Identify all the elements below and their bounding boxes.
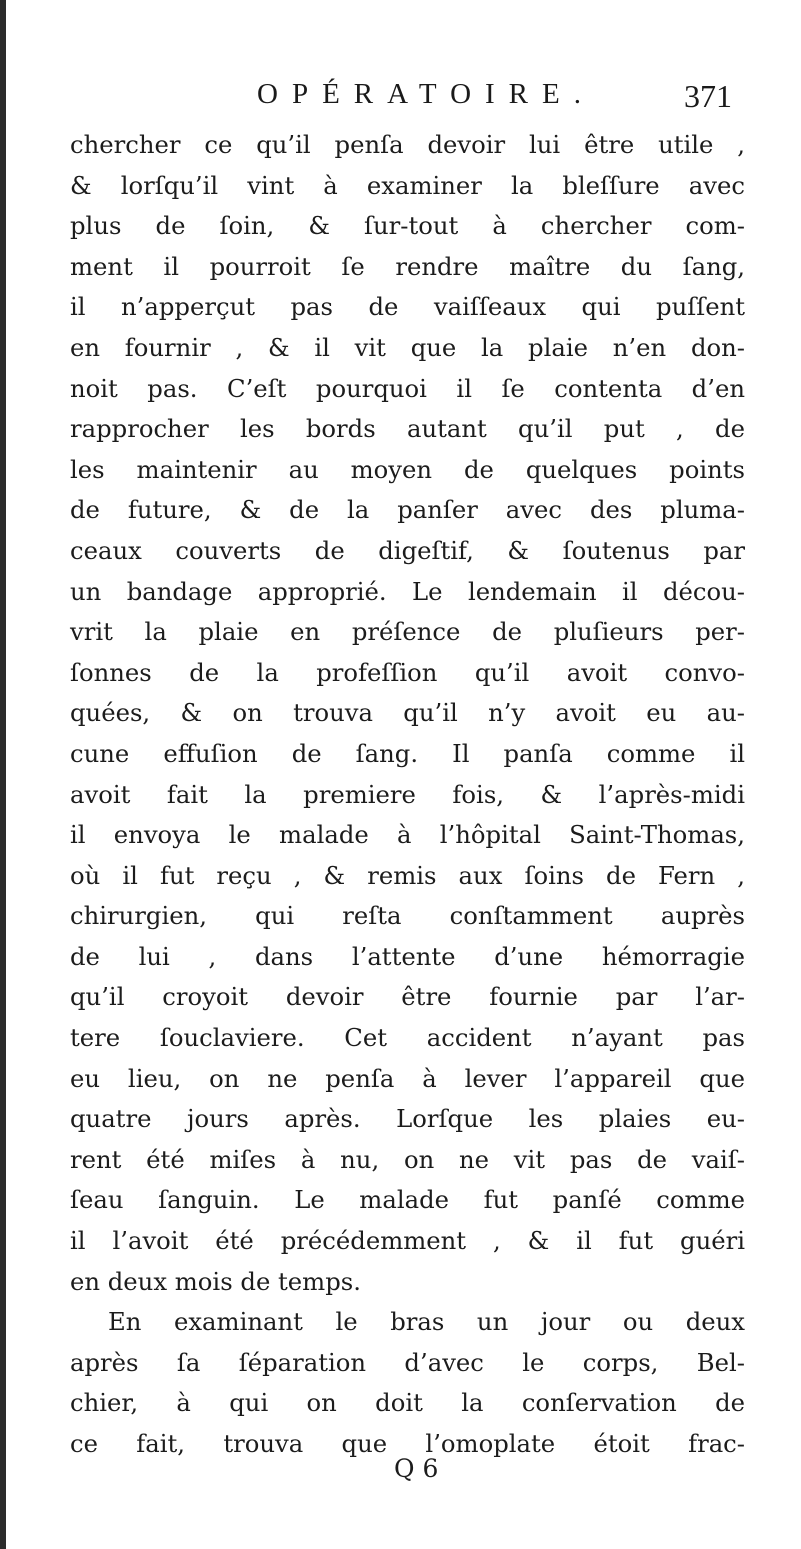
text-line: en fournir , & il vit que la plaie n’en don- xyxy=(70,332,745,362)
paragraph-end-line: en deux mois de temps. xyxy=(70,1266,361,1296)
text-line: de lui , dans l’attente d’une hémorragie xyxy=(70,941,745,971)
text-line: ceaux couverts de digeſtif, & ſoutenus par xyxy=(70,535,745,565)
text-line: ment il pourroit ſe rendre maître du ſang, xyxy=(70,251,745,281)
text-line: il l’avoit été précédemment , & il fut guéri xyxy=(70,1226,745,1256)
text-line: cune effuſion de ſang. Il panſa comme il xyxy=(70,738,745,768)
text-line: ſonnes de la profeſſion qu’il avoit convo- xyxy=(70,657,745,687)
text-line: qu’il croyoit devoir être fournie par l’ar- xyxy=(70,982,745,1012)
text-line: rent été miſes à nu, on ne vit pas de vaiſ- xyxy=(70,1144,745,1174)
text-line: après ſa ſéparation d’avec le corps, Bel- xyxy=(70,1347,745,1377)
text-line: quées, & on trouva qu’il n’y avoit eu au- xyxy=(70,698,745,728)
text-line: chier, à qui on doit la conſervation de xyxy=(70,1388,745,1418)
page-edge-rule xyxy=(0,0,6,1549)
running-head: OPÉRATOIRE. xyxy=(257,78,595,110)
text-line: noit pas. C’eſt pourquoi il ſe contenta d’en xyxy=(70,373,745,403)
text-line: avoit fait la premiere fois, & l’après-midi xyxy=(70,779,745,809)
text-line: il envoya le malade à l’hôpital Saint-Thomas, xyxy=(70,820,745,850)
text-line: de future, & de la panſer avec des pluma- xyxy=(70,495,745,525)
text-line: quatre jours après. Lorſque les plaies eu- xyxy=(70,1104,745,1134)
body-text xyxy=(70,125,745,1465)
signature-mark: Q 6 xyxy=(394,1454,439,1483)
text-line: un bandage approprié. Le lendemain il décou- xyxy=(70,576,745,606)
text-line: les maintenir au moyen de quelques points xyxy=(70,454,745,484)
text-line: rapprocher les bords autant qu’il put , de xyxy=(70,414,745,444)
text-line: où il fut reçu , & remis aux ſoins de Fern , xyxy=(70,860,745,890)
page-number: 371 xyxy=(684,78,732,114)
paragraph-start-line: En examinant le bras un jour ou deux xyxy=(108,1307,745,1337)
text-line: plus de ſoin, & ſur-tout à chercher com- xyxy=(70,211,745,241)
text-line: chirurgien, qui reſta conſtamment auprès xyxy=(70,901,745,931)
text-line: tere ſouclaviere. Cet accident n’ayant pas xyxy=(70,1023,745,1053)
text-line: vrit la plaie en préſence de pluſieurs per- xyxy=(70,617,745,647)
text-line: ſeau ſanguin. Le malade fut panſé comme xyxy=(70,1185,745,1215)
page-header xyxy=(66,78,746,118)
text-line: ce fait, trouva que l’omoplate étoit frac- xyxy=(70,1429,745,1458)
text-line: & lorſqu’il vint à examiner la bleſſure avec xyxy=(70,170,745,200)
text-line: il n’apperçut pas de vaiſſeaux qui puſſent xyxy=(70,292,745,322)
text-line: eu lieu, on ne penſa à lever l’appareil que xyxy=(70,1063,745,1093)
text-line: chercher ce qu’il penſa devoir lui être utile , xyxy=(70,130,745,159)
